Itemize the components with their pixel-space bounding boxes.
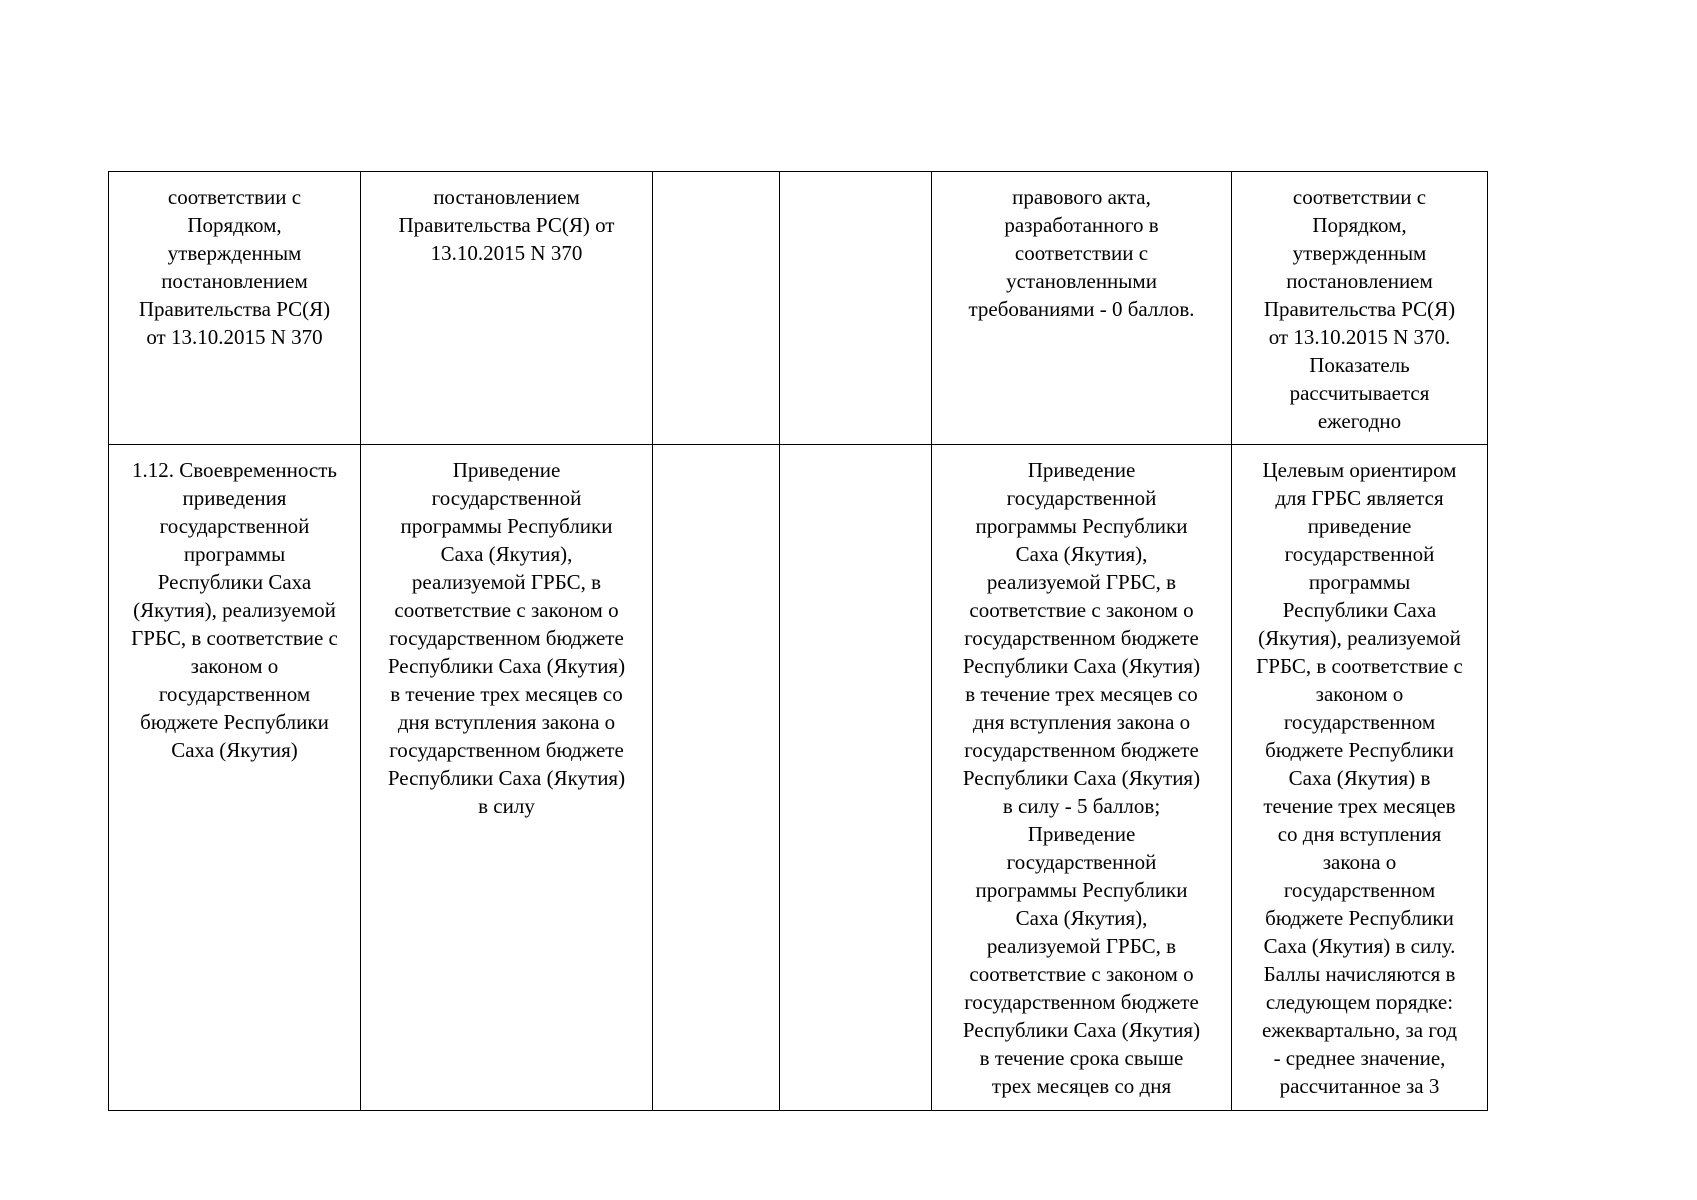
cell-text: 1.12. Своевременность приведения государственной программы Республики Саха (Якутия), реализуемой ГРБС, в соответствие с законом о государственном бюджете Республики Саха (Якутия) xyxy=(131,458,338,762)
table-cell xyxy=(361,445,653,1111)
cell-text: соответствии с Порядком, утвержденным постановлением Правительства РС(Я) от 13.10.2015 N 370 xyxy=(138,185,331,349)
cell-text: Целевым ориентиром для ГРБС является приведение государственной программы Республики Саха (Якутия), реализуемой ГРБС, в соответствие с законом о государственном бюджете Республики Саха (Якутия) в течение трех месяцев со дня вступления закона о государственном бюджете Республики Саха (Якутия) в силу. Баллы начисляются в следующем порядке: ежеквартально, за год - среднее значение, рассчитанное за 3 xyxy=(1256,458,1463,1098)
indicator-table xyxy=(108,171,1488,1111)
cell-text: правового акта, разработанного в соответствии с установленными требованиями - 0 баллов. xyxy=(968,185,1195,321)
table-row xyxy=(109,445,1488,1111)
table-cell xyxy=(653,445,780,1111)
cell-text: Приведение государственной программы Республики Саха (Якутия), реализуемой ГРБС, в соответствие с законом о государственном бюджете Республики Саха (Якутия) в течение трех месяцев со дня вступления закона о государственном бюджете Республики Саха (Якутия) в силу - 5 баллов; Приведение государственной программы Республики Саха (Якутия), реализуемой ГРБС, в соответствие с законом о государственном бюджете Республики Саха (Якутия) в течение срока свыше трех месяцев со дня xyxy=(962,458,1201,1098)
table-cell xyxy=(780,445,932,1111)
table-cell xyxy=(653,172,780,445)
table-cell xyxy=(932,445,1232,1111)
table-row xyxy=(109,172,1488,445)
table-cell xyxy=(932,172,1232,445)
cell-text: Приведение государственной программы Республики Саха (Якутия), реализуемой ГРБС, в соответствие с законом о государственном бюджете Республики Саха (Якутия) в течение трех месяцев со дня вступления закона о государственном бюджете Республики Саха (Якутия) в силу xyxy=(387,458,626,818)
table-cell xyxy=(361,172,653,445)
cell-text: постановлением Правительства РС(Я) от 13.10.2015 N 370 xyxy=(398,185,615,265)
table-cell xyxy=(109,172,361,445)
table-cell xyxy=(109,445,361,1111)
table-cell xyxy=(1232,172,1488,445)
cell-text: соответствии с Порядком, утвержденным постановлением Правительства РС(Я) от 13.10.2015 N 370. Показатель рассчитывается ежегодно xyxy=(1263,185,1456,433)
table-cell xyxy=(1232,445,1488,1111)
table-cell xyxy=(780,172,932,445)
